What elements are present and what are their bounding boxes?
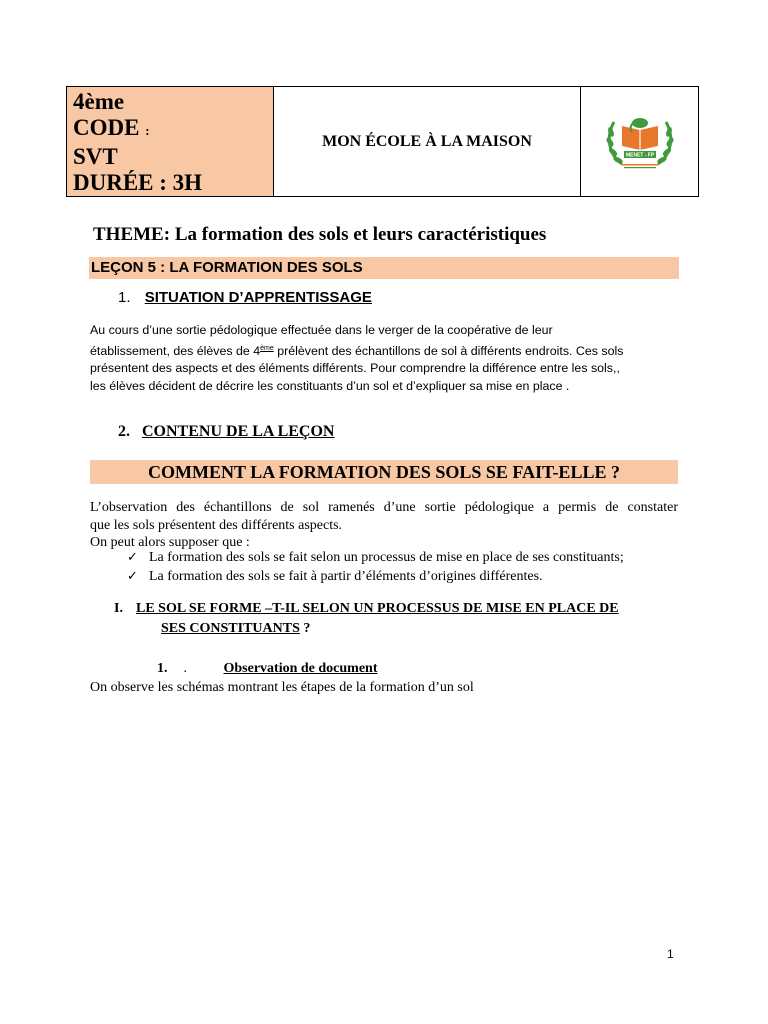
section-2-heading [118, 423, 334, 441]
part-1-number: I. [114, 601, 123, 616]
part-1-heading [114, 599, 619, 639]
code-line [73, 115, 273, 144]
section-1-heading [118, 289, 372, 306]
subject-label: SVT [73, 144, 118, 169]
header-table [66, 86, 699, 197]
observe-text: On observe les schémas montrant les étapes de la formation d’un sol [90, 680, 474, 695]
section-1-title: SITUATION D’APPRENTISSAGE [144, 289, 372, 306]
checkmark-icon: ✓ [127, 550, 138, 565]
logo-cell [581, 87, 698, 196]
paragraph-line: L’observation des échantillons de sol ramenés d’une sortie pédologique a permis de constater [90, 500, 678, 515]
page-number: 1 [667, 947, 674, 961]
paragraph-line: Au cours d’une sortie pédologique effectuée dans le verger de la coopérative de leur [90, 323, 553, 337]
learning-situation-paragraph [90, 322, 680, 395]
paragraph-line: que les sols présentent des différents aspects. [90, 517, 343, 533]
code-colon: : [145, 123, 150, 138]
hypothesis-text: La formation des sols se fait à partir d’éléments d’origines différentes. [149, 569, 543, 584]
code-label: CODE [73, 115, 140, 140]
section-2-number: 2. [118, 423, 130, 440]
theme-label: THEME: [93, 224, 171, 245]
hypothesis-text: La formation des sols se fait selon un processus de mise en place de ses constituants; [149, 550, 624, 565]
paragraph-text: prélèvent des échantillons de sol à différents endroits. Ces sols [273, 343, 624, 358]
program-title: MON ÉCOLE À LA MAISON [322, 132, 532, 150]
paragraph-line: On peut alors supposer que : [90, 535, 250, 550]
subpart-title: Observation de document [223, 661, 378, 676]
subpart-heading [157, 661, 378, 677]
hypothesis-list [127, 548, 624, 586]
lesson-title: LEÇON 5 : LA FORMATION DES SOLS [89, 257, 679, 279]
ministry-logo-icon [600, 102, 680, 182]
subpart-dot: . [183, 661, 187, 676]
subpart-number: 1. [157, 661, 168, 676]
theme-heading [93, 224, 546, 246]
paragraph-text: établissement, des élèves de 4 [90, 343, 261, 358]
superscript-text: ème [260, 344, 274, 352]
section-1-number: 1. [118, 289, 131, 306]
part-1-title-line-2-wrap [114, 619, 619, 639]
paragraph-line: les élèves décident de décrire les constituants d’un sol et d’expliquer sa mise en place . [90, 378, 570, 393]
program-title-cell [274, 87, 581, 196]
list-item [127, 567, 624, 586]
list-item [127, 548, 624, 567]
paragraph-line [90, 340, 680, 361]
observation-paragraph [90, 499, 678, 552]
part-1-title-line-2: SES CONSTITUANTS [161, 621, 300, 636]
part-1-title-end: ? [299, 621, 311, 636]
section-2-title: CONTENU DE LA LEÇON [142, 423, 335, 440]
part-1-title-line-1: LE SOL SE FORME –T-IL SELON UN PROCESSUS DE MISE EN PLACE DE [136, 601, 619, 616]
theme-text: La formation des sols et leurs caractéristiques [174, 224, 547, 245]
course-info-cell [67, 87, 274, 196]
duration-label: DURÉE : 3H [73, 170, 203, 195]
paragraph-line: présentent des aspects et des éléments différents. Pour comprendre la différence entre les sols,, [90, 361, 620, 376]
logo-text: MENET - FP [625, 152, 654, 158]
grade-label: 4ème [73, 89, 125, 114]
question-title: COMMENT LA FORMATION DES SOLS SE FAIT-ELLE ? [90, 460, 678, 484]
checkmark-icon: ✓ [127, 569, 138, 584]
